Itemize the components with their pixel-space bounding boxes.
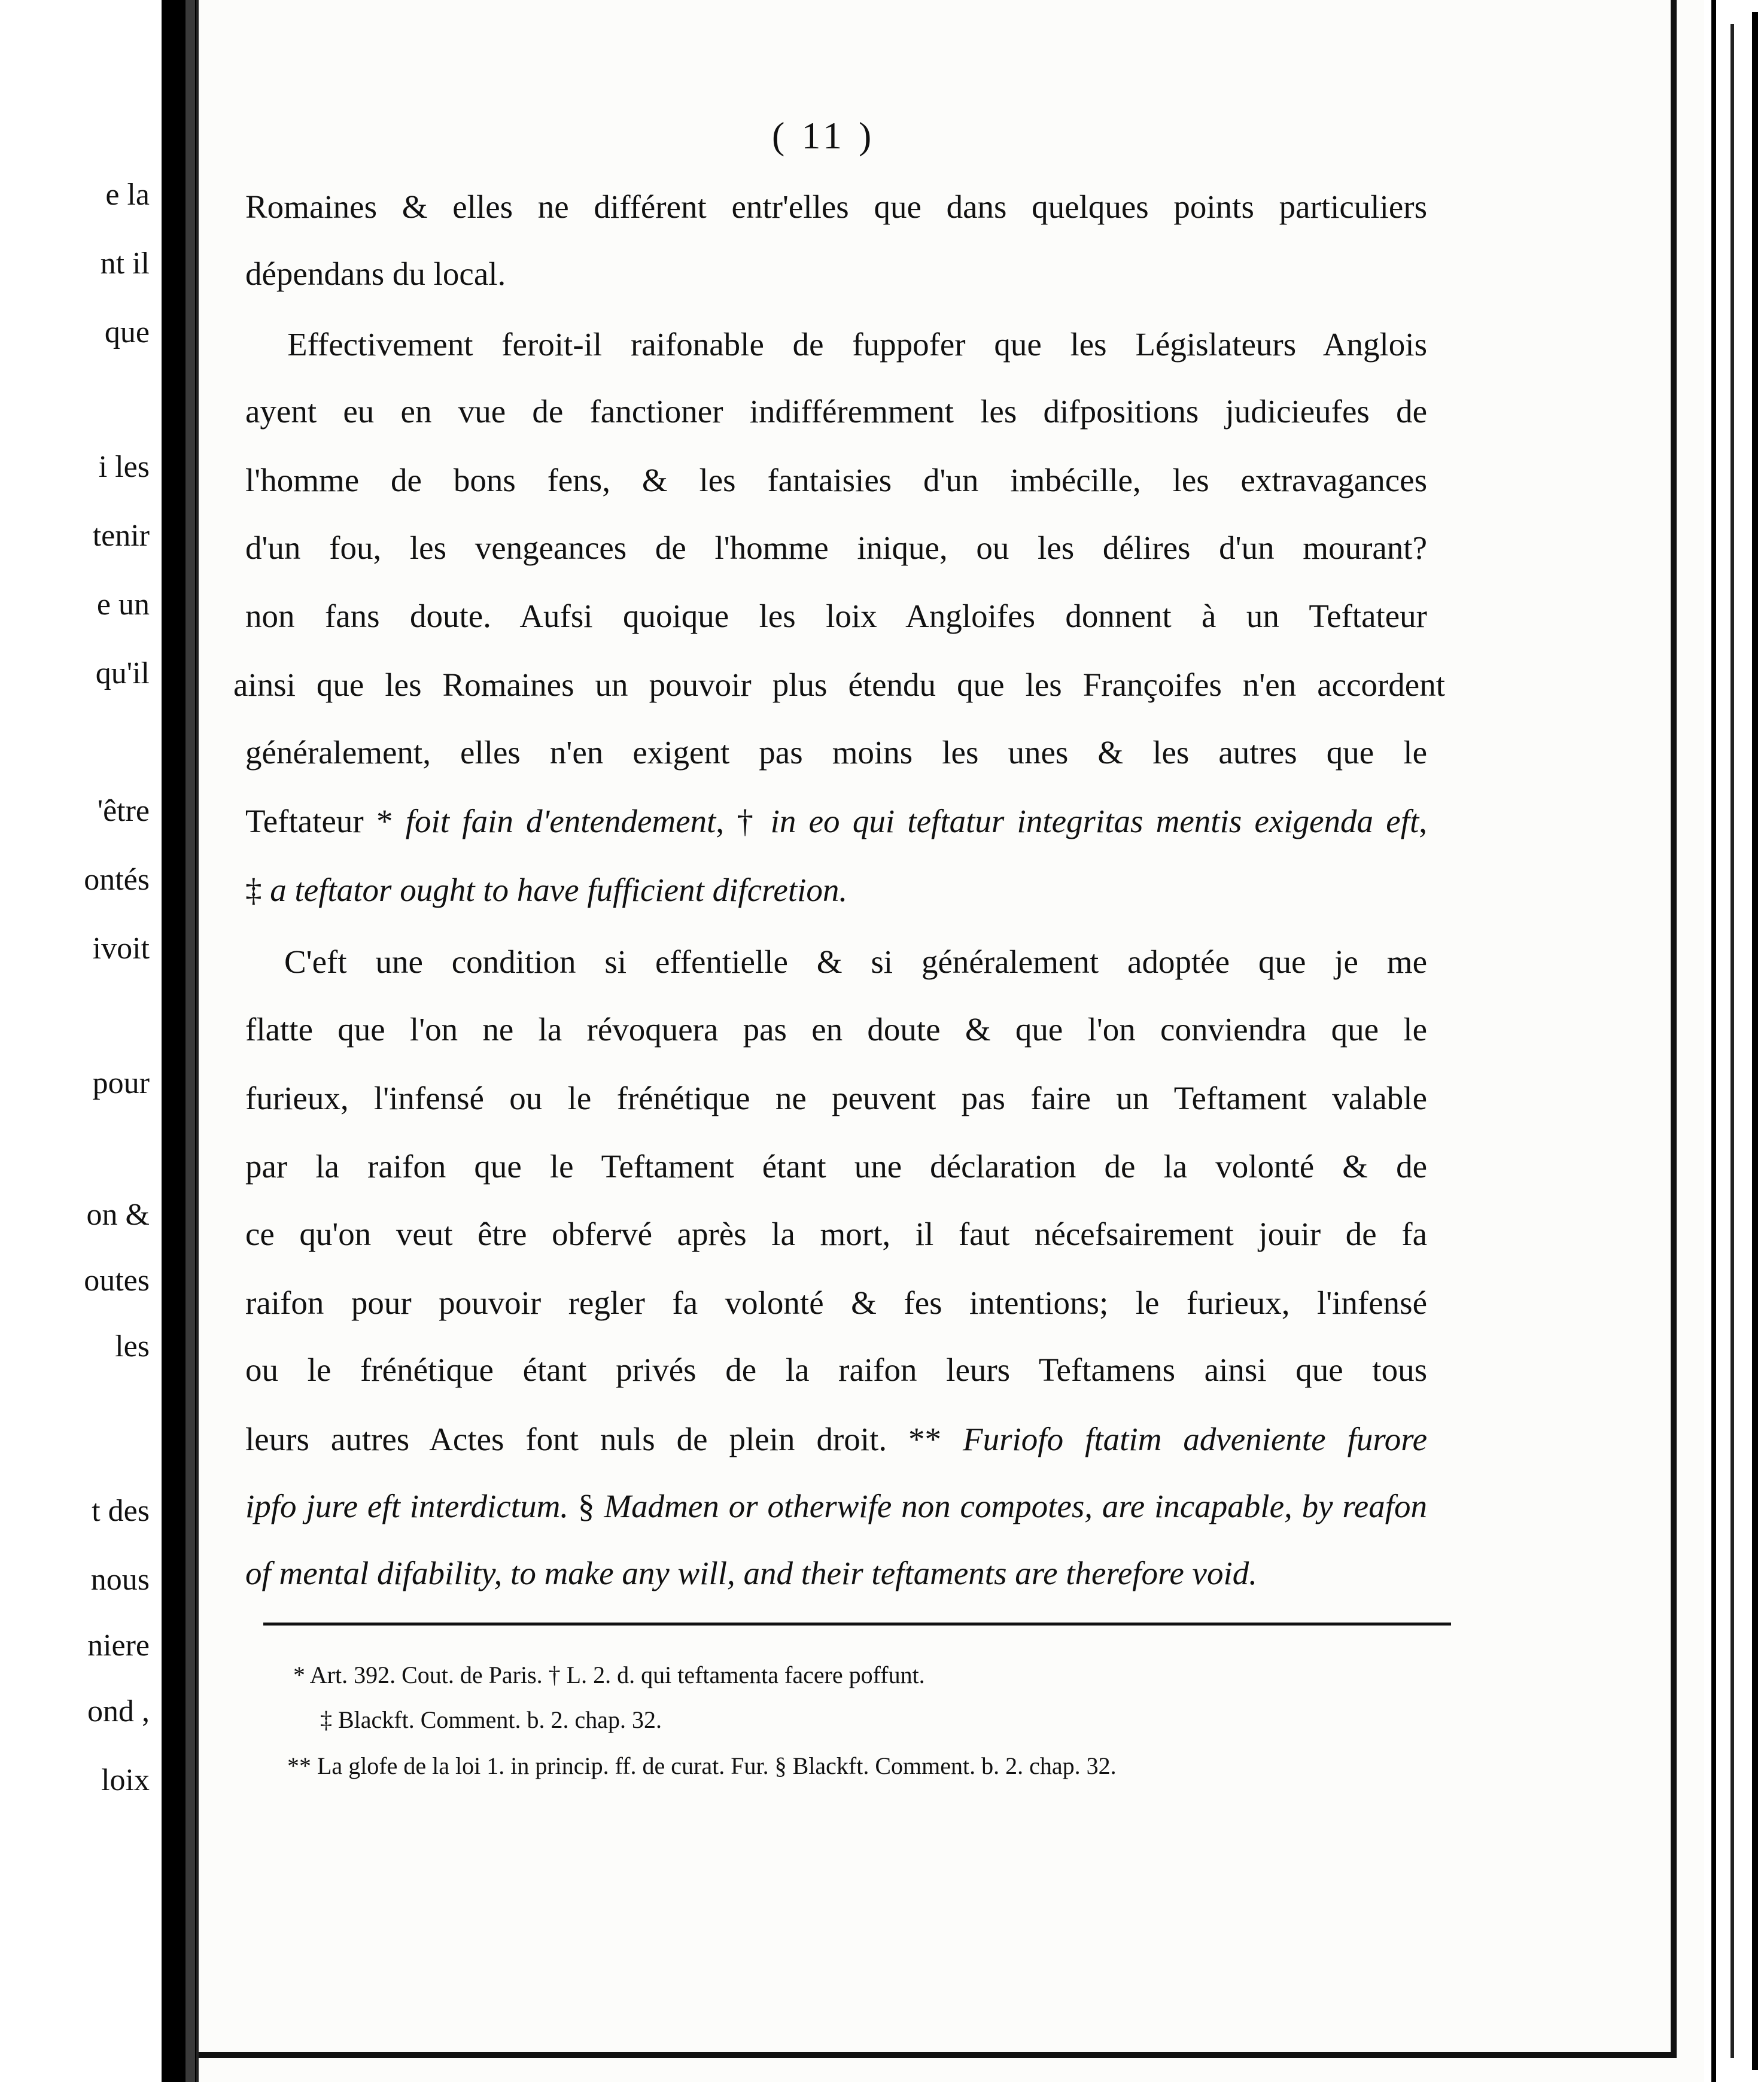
left-fragment: t des <box>92 1494 150 1528</box>
text-line: d'un fou, les vengeances de l'homme inique, ou les délires d'un mourant? <box>245 529 1427 566</box>
left-fragment: nous <box>90 1563 150 1597</box>
text-span: § <box>568 1488 604 1524</box>
footnote: ‡ Blackft. Comment. b. 2. chap. 32. <box>320 1706 662 1733</box>
footnote: ** La glofe de la loi 1. in princip. ff. de curat. Fur. § Blackft. Comment. b. 2. chap. 32. <box>287 1752 1117 1779</box>
gutter-shadow <box>185 0 195 2082</box>
left-fragment: les <box>115 1329 150 1363</box>
left-fragment: nt il <box>100 246 150 281</box>
left-fragment: ivoit <box>92 932 150 966</box>
text-line: Effectivement feroit-il raifonable de fuppofer que les Législateurs Anglois <box>287 326 1427 363</box>
text-line: C'eft une condition si effentielle & si généralement adoptée que je me <box>284 943 1427 980</box>
text-line: ayent eu en vue de fanctioner indifféremment les difpositions judicieufes de <box>245 393 1427 430</box>
left-fragment: i les <box>98 450 150 484</box>
text-line <box>245 1557 1427 1590</box>
italic-citation: in eo qui teftatur integritas mentis exigenda eft <box>770 803 1419 839</box>
text-line <box>245 805 1427 838</box>
text-line <box>245 1423 1427 1456</box>
text-line: Romaines & elles ne différent entr'elles que dans quelques points particuliers <box>245 188 1427 225</box>
page-number: ( 11 ) <box>772 114 875 157</box>
text-line: ce qu'on veut être obfervé après la mort, il faut nécefsairement jouir de fa <box>245 1216 1427 1252</box>
italic-citation: Madmen or otherwife non compotes, are incapable, by reafon <box>604 1488 1427 1524</box>
text-span: ‡ <box>245 872 270 908</box>
text-span: , † <box>716 803 771 839</box>
text-line: dépendans du local. <box>245 255 506 292</box>
left-fragment: ontés <box>84 863 150 897</box>
left-fragment: qu'il <box>95 656 150 690</box>
italic-citation: foit fain d'entendement <box>405 803 716 839</box>
left-fragment: pour <box>92 1066 150 1100</box>
left-fragment: ond , <box>87 1694 150 1728</box>
left-fragment: niere <box>87 1629 150 1663</box>
text-line: l'homme de bons fens, & les fantaisies d'un imbécille, les extravagances <box>245 462 1427 498</box>
text-line: ou le frénétique étant privés de la raifon leurs Teftamens ainsi que tous <box>245 1352 1427 1388</box>
text-line <box>245 873 1427 906</box>
footnote: * Art. 392. Cout. de Paris. † L. 2. d. qui teftamenta facere poffunt. <box>293 1661 925 1688</box>
text-span: leurs autres Actes font nuls de plein droit. ** <box>245 1421 963 1457</box>
italic-citation: ipfo jure eft interdictum. <box>245 1488 569 1524</box>
left-page-fragment <box>0 0 162 2082</box>
text-line: raifon pour pouvoir regler fa volonté & fes intentions; le furieux, l'infensé <box>245 1284 1427 1321</box>
text-line: ainsi que les Romaines un pouvoir plus étendu que les Françoifes n'en accordent <box>233 666 1445 703</box>
left-fragment: que <box>104 315 150 349</box>
text-span: Teftateur * <box>245 803 406 839</box>
text-line <box>245 1490 1427 1523</box>
italic-citation: Furiofo ftatim adveniente furore <box>963 1421 1427 1457</box>
text-line: flatte que l'on ne la révoquera pas en doute & que l'on conviendra que le <box>245 1011 1427 1048</box>
footnote-rule <box>263 1623 1451 1626</box>
italic-citation: a teftator ought to have fufficient difcretion. <box>270 872 848 908</box>
text-line: non fans doute. Aufsi quoique les loix Angloifes donnent à un Teftateur <box>245 598 1427 634</box>
left-fragment: 'être <box>97 794 150 828</box>
left-fragment: e un <box>96 588 150 622</box>
text-span: , <box>1419 803 1428 839</box>
text-line: par la raifon que le Teftament étant une déclaration de la volonté & de <box>245 1148 1427 1185</box>
text-line: furieux, l'infensé ou le frénétique ne peuvent pas faire un Teftament valable <box>245 1080 1427 1116</box>
italic-citation: of mental difability, to make any will, and their teftaments are therefore void. <box>245 1555 1257 1591</box>
left-fragment: outes <box>84 1264 150 1298</box>
left-fragment: loix <box>101 1763 150 1797</box>
left-fragment: e la <box>105 178 150 212</box>
left-fragment: on & <box>86 1198 150 1232</box>
page-edges <box>1704 0 1764 2082</box>
text-line: généralement, elles n'en exigent pas moins les unes & les autres que le <box>245 734 1427 771</box>
left-fragment: tenir <box>92 519 150 553</box>
